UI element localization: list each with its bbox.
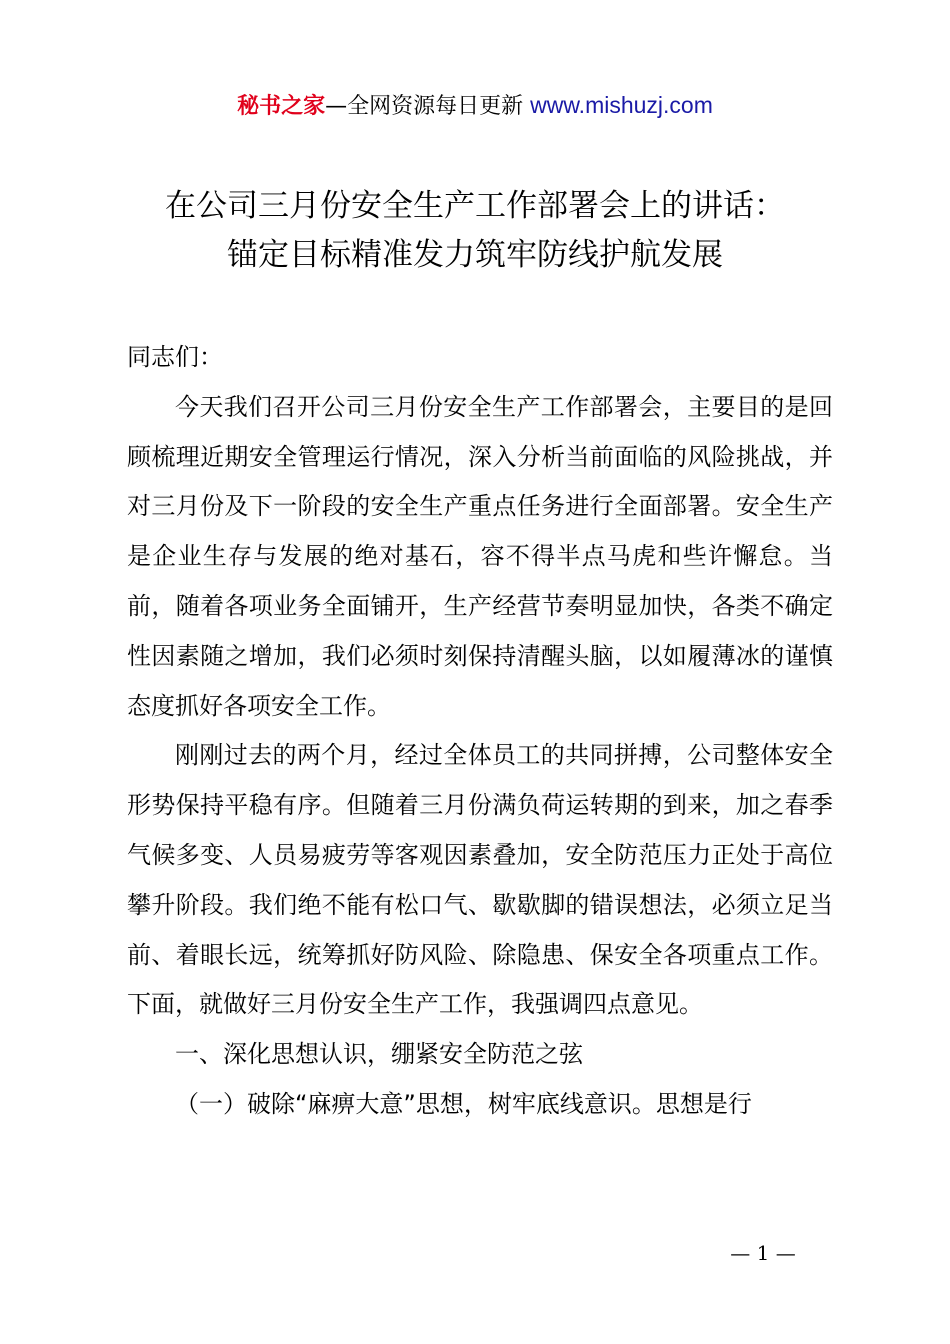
title-line-2: 锚定目标精准发力筑牢防线护航发展	[227, 237, 723, 273]
subsection-1-text: （一）破除“麻痹大意”思想，树牢底线意识。思想是行	[175, 1089, 752, 1118]
site-url-link[interactable]: www.mishuzj.com	[530, 92, 713, 118]
title-line-1: 在公司三月份安全生产工作部署会上的讲话：	[165, 188, 785, 224]
document-body	[127, 333, 833, 1130]
salutation: 同志们：	[127, 343, 223, 371]
document-title	[0, 182, 950, 280]
paragraph-2: 刚刚过去的两个月，经过全体员工的共同拼搏，公司整体安全形势保持平稳有序。但随着三月份满负荷运转期的到来，加之春季气候多变、人员易疲劳等客观因素叠加，安全防范压力正处于高位攀升阶段。我们绝不能有松口气、歇歇脚的错误想法，必须立足当前、着眼长远，统筹抓好防风险、除隐患、保安全各项重点工作。下面，就做好三月份安全生产工作，我强调四点意见。	[127, 741, 833, 1019]
section-1-heading: 一、深化思想认识，绷紧安全防范之弦	[175, 1040, 583, 1069]
brand-name: 秘书之家	[237, 94, 326, 119]
page-number: — 1 —	[730, 1241, 796, 1265]
paragraph-1: 今天我们召开公司三月份安全生产工作部署会，主要目的是回顾梳理近期安全管理运行情况，深入分析当前面临的风险挑战，并对三月份及下一阶段的安全生产重点任务进行全面部署。安全生产是企业生存与发展的绝对基石，容不得半点马虎和些许懈怠。当前，随着各项业务全面铺开，生产经营节奏明显加快，各类不确定性因素随之增加，我们必须时刻保持清醒头脑，以如履薄冰的谨慎态度抓好各项安全工作。	[127, 392, 833, 720]
site-header	[0, 88, 950, 124]
header-tagline: —全网资源每日更新	[325, 94, 531, 119]
